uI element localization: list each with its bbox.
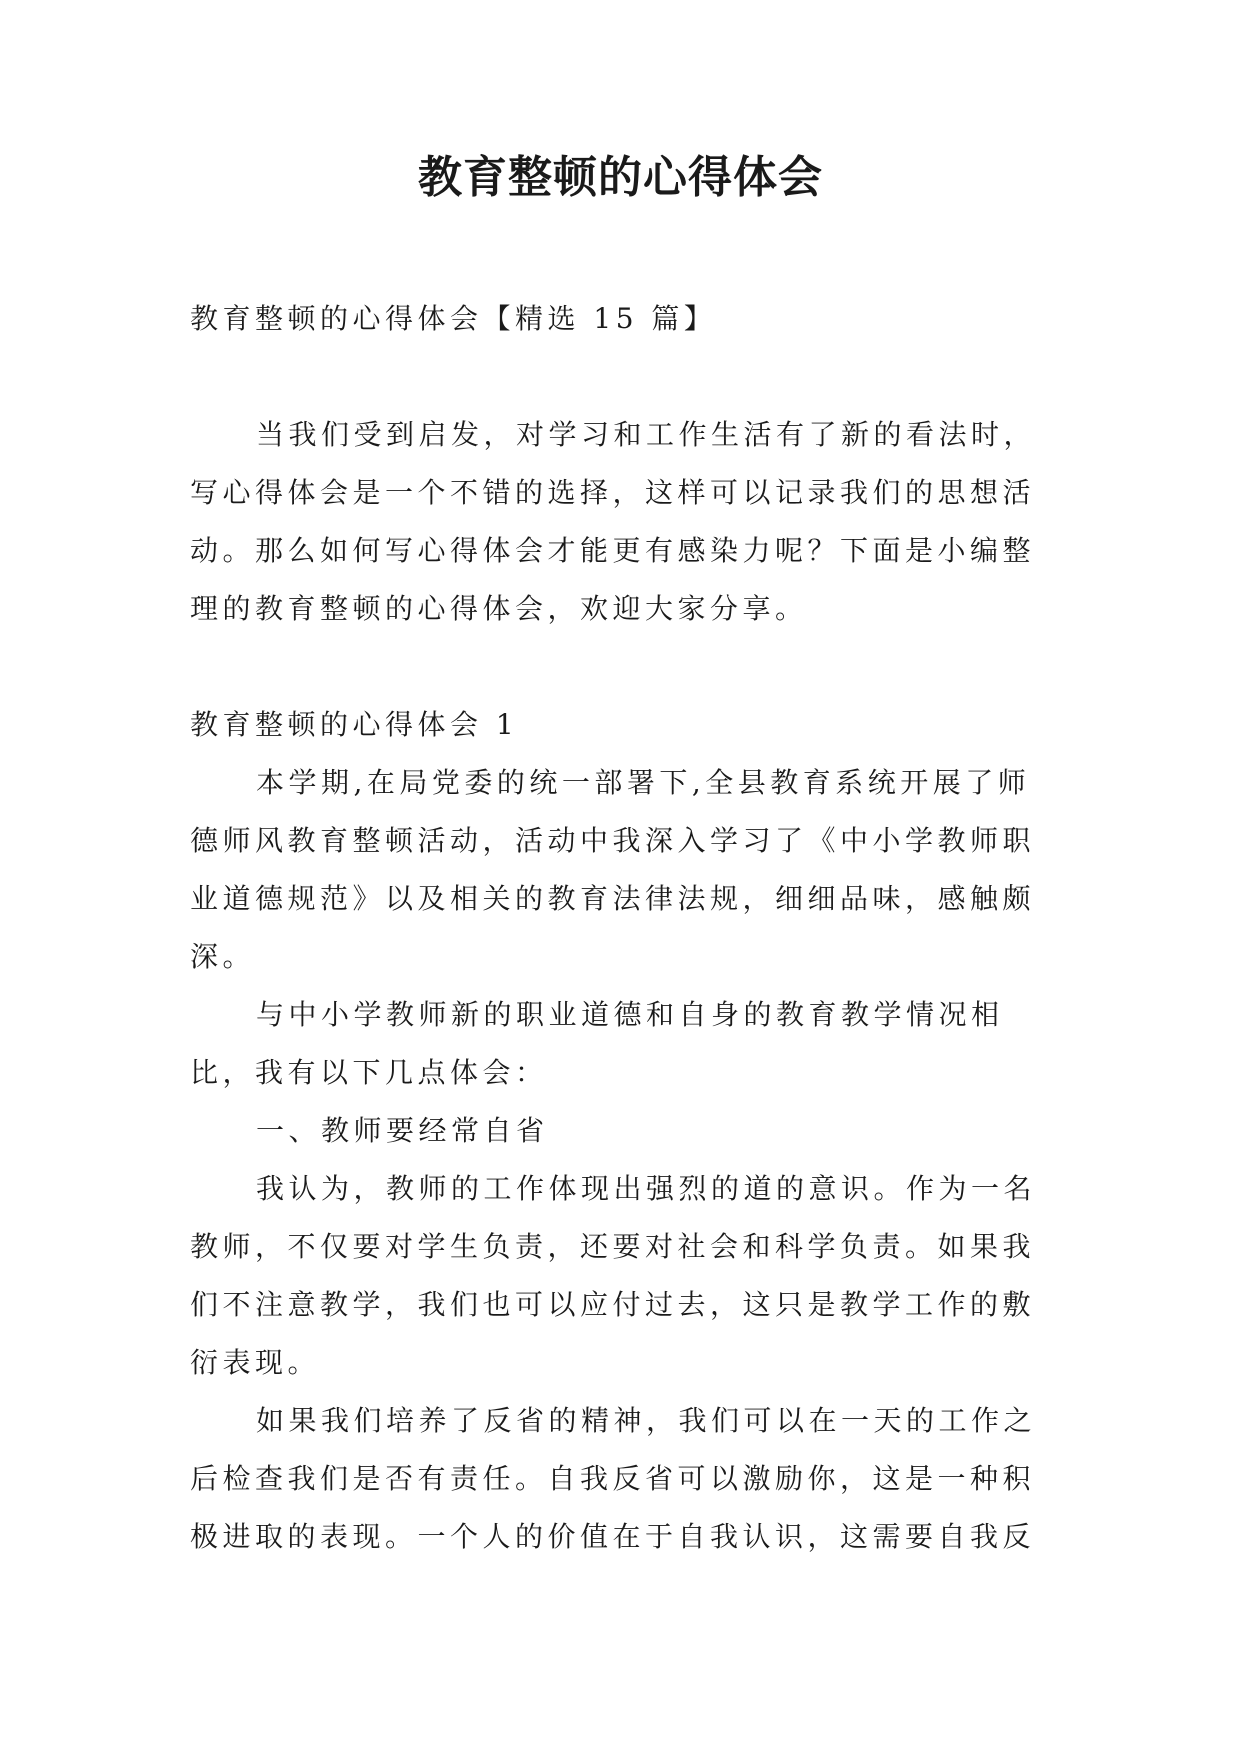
section-heading: 教育整顿的心得体会 1 xyxy=(190,708,519,741)
document-subtitle: 教育整顿的心得体会【精选 15 篇】 xyxy=(190,302,717,335)
document-body xyxy=(190,290,1052,1566)
body-paragraph: 我认为，教师的工作体现出强烈的道的意识。作为一名教师，不仅要对学生负责，还要对社会和科学负责。如果我们不注意教学，我们也可以应付过去，这只是教学工作的敷衍表现。 xyxy=(190,1172,1037,1379)
body-paragraph: 如果我们培养了反省的精神，我们可以在一天的工作之后检查我们是否有责任。自我反省可以激励你，这是一种积极进取的表现。一个人的价值在于自我认识，这需要自我反 xyxy=(190,1404,1037,1553)
document-title: 教育整顿的心得体会 xyxy=(418,152,823,203)
body-paragraph: 本学期,在局党委的统一部署下,全县教育系统开展了师德师风教育整顿活动，活动中我深入学习了《中小学教师职业道德规范》以及相关的教育法律法规，细细品味，感触颇深。 xyxy=(190,766,1036,973)
intro-paragraph: 当我们受到启发，对学习和工作生活有了新的看法时，写心得体会是一个不错的选择，这样可以记录我们的思想活动。那么如何写心得体会才能更有感染力呢？下面是小编整理的教育整顿的心得体会，欢迎大家分享。 xyxy=(190,418,1037,625)
body-paragraph: 与中小学教师新的职业道德和自身的教育教学情况相比，我有以下几点体会： xyxy=(190,998,1004,1089)
body-subheading: 一、教师要经常自省 xyxy=(256,1114,549,1147)
